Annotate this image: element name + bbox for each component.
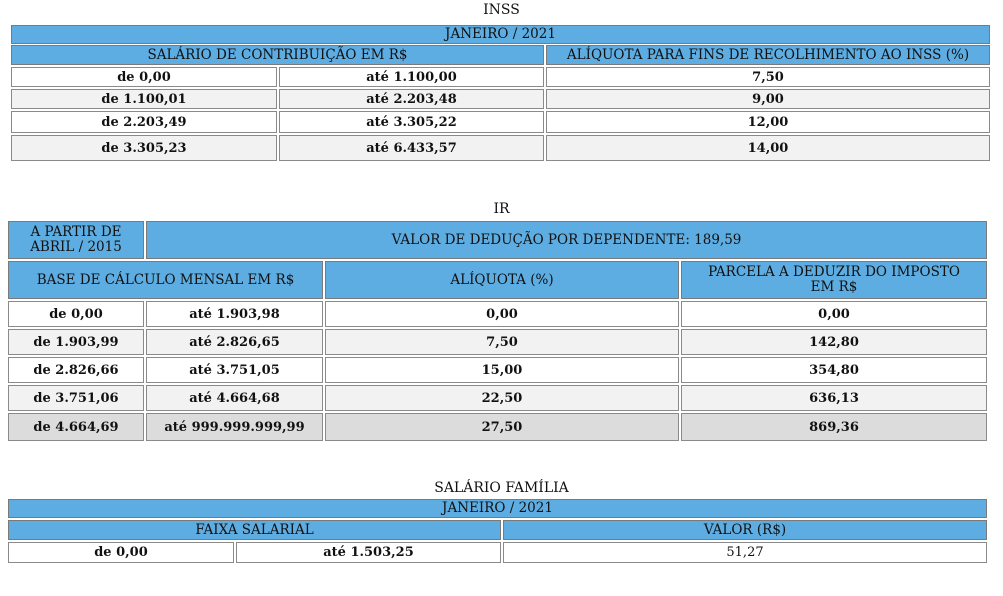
ir-row-3-from: de 2.826,66 [8,357,144,383]
inss-salary-column-header: SALÁRIO DE CONTRIBUIÇÃO EM R$ [11,45,544,65]
familia-range-column-header: FAIXA SALARIAL [8,520,501,540]
ir-row-3-deduct: 354,80 [681,357,987,383]
inss-row-2-rate: 9,00 [546,89,990,109]
inss-period-header: JANEIRO / 2021 [11,25,990,44]
ir-row-5-rate: 27,50 [325,413,679,441]
inss-row-2-to: até 2.203,48 [279,89,544,109]
ir-row-5-deduct: 869,36 [681,413,987,441]
ir-row-1-rate: 0,00 [325,301,679,327]
familia-row-1-value: 51,27 [503,542,987,563]
ir-row-4-to: até 4.664,68 [146,385,323,411]
ir-deduct-column-header: PARCELA A DEDUZIR DO IMPOSTO EM R$ [681,261,987,299]
ir-row-5-to: até 999.999.999,99 [146,413,323,441]
ir-row-2-to: até 2.826,65 [146,329,323,355]
ir-row-2-deduct: 142,80 [681,329,987,355]
inss-row-1-from: de 0,00 [11,67,277,87]
ir-row-1-deduct: 0,00 [681,301,987,327]
ir-row-4-deduct: 636,13 [681,385,987,411]
ir-row-3-rate: 15,00 [325,357,679,383]
ir-row-3-to: até 3.751,05 [146,357,323,383]
inss-row-1-to: até 1.100,00 [279,67,544,87]
inss-row-4-rate: 14,00 [546,135,990,161]
ir-since-header: A PARTIR DE ABRIL / 2015 [8,221,144,259]
familia-title: SALÁRIO FAMÍLIA [434,480,569,496]
familia-row-1-from: de 0,00 [8,542,234,563]
familia-row-1-to: até 1.503,25 [236,542,501,563]
ir-row-1-from: de 0,00 [8,301,144,327]
ir-row-1-to: até 1.903,98 [146,301,323,327]
inss-row-3-from: de 2.203,49 [11,111,277,133]
ir-dependent-deduction-header: VALOR DE DEDUÇÃO POR DEPENDENTE: 189,59 [146,221,987,259]
inss-row-3-rate: 12,00 [546,111,990,133]
inss-row-1-rate: 7,50 [546,67,990,87]
familia-period-header: JANEIRO / 2021 [8,499,987,518]
inss-row-2-from: de 1.100,01 [11,89,277,109]
ir-row-5-from: de 4.664,69 [8,413,144,441]
ir-row-4-rate: 22,50 [325,385,679,411]
ir-row-2-rate: 7,50 [325,329,679,355]
inss-rate-column-header: ALÍQUOTA PARA FINS DE RECOLHIMENTO AO INSS (%) [546,45,990,65]
ir-row-2-from: de 1.903,99 [8,329,144,355]
inss-row-4-to: até 6.433,57 [279,135,544,161]
inss-row-3-to: até 3.305,22 [279,111,544,133]
ir-title: IR [493,201,510,217]
inss-title: INSS [483,2,520,18]
familia-value-column-header: VALOR (R$) [503,520,987,540]
ir-base-column-header: BASE DE CÁLCULO MENSAL EM R$ [8,261,323,299]
inss-row-4-from: de 3.305,23 [11,135,277,161]
ir-rate-column-header: ALÍQUOTA (%) [325,261,679,299]
ir-row-4-from: de 3.751,06 [8,385,144,411]
